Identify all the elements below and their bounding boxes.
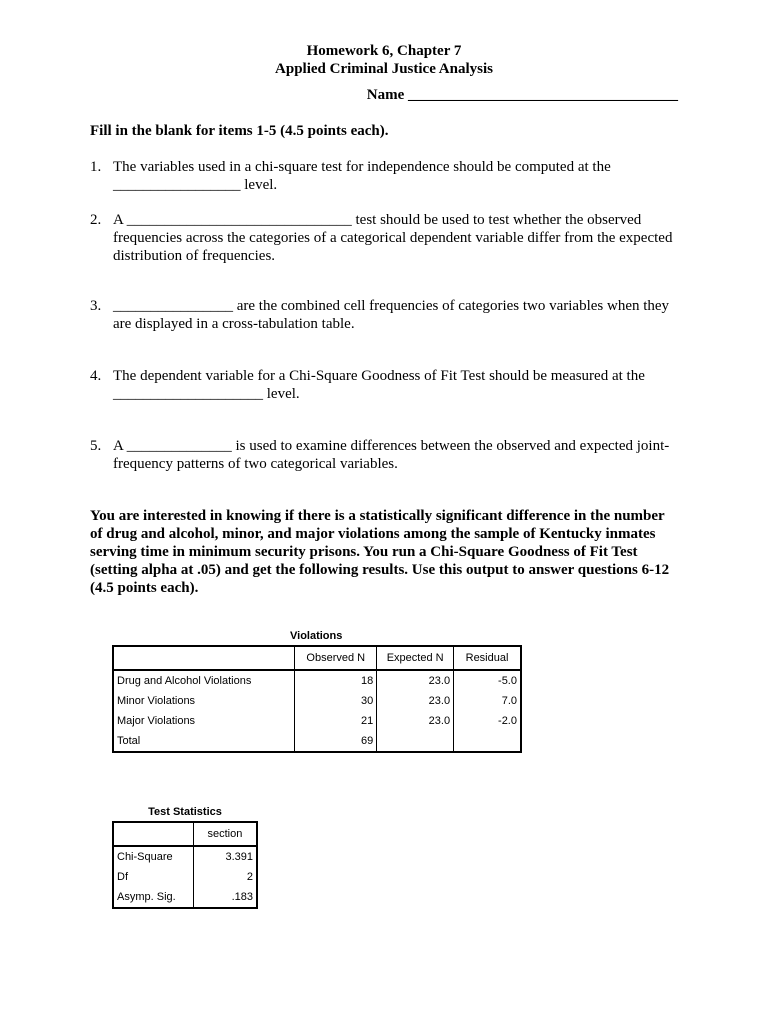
question-3	[90, 297, 678, 333]
expected-cell: 23.0	[377, 691, 454, 711]
residual-cell	[454, 731, 521, 752]
violations-table	[112, 645, 522, 753]
expected-cell	[377, 731, 454, 752]
homework-page	[90, 42, 678, 597]
row-label: Asymp. Sig.	[113, 887, 193, 908]
instructions: Fill in the blank for items 1-5 (4.5 points each).	[90, 123, 389, 139]
header-cell	[113, 646, 295, 670]
expected-cell: 23.0	[377, 670, 454, 691]
question-text: frequency patterns of two categorical variables.	[113, 456, 398, 472]
question-2	[90, 211, 678, 265]
observed-cell: 30	[295, 691, 377, 711]
row-label: Minor Violations	[113, 691, 295, 711]
residual-cell: 7.0	[501, 695, 517, 707]
question-text: A ______________________________ test should be used to test whether the observed	[113, 212, 642, 228]
question-text: ____________________ level.	[113, 386, 300, 402]
observed-cell: 18	[295, 670, 377, 691]
question-number: 4.	[90, 368, 102, 384]
question-text: The variables used in a chi-square test for independence should be computed at the	[113, 159, 611, 175]
test-stats-block	[112, 806, 258, 909]
question-text: distribution of frequencies.	[113, 248, 276, 264]
row-label: Major Violations	[113, 711, 295, 731]
row-label: Total	[113, 731, 295, 752]
test-stats-table	[112, 821, 258, 909]
value-cell: 2	[246, 871, 253, 883]
residual-cell: -5.0	[498, 675, 517, 687]
question-text: _________________ level.	[113, 177, 278, 193]
scenario-paragraph: You are interested in knowing if there is a statistically significant difference in the number of drug and alcohol, minor, and major violations among the sample of Kentucky inmates serving time in minimum security prisons. You run a Chi-Square Goodness of Fit Test (setting alpha at .05) and get the following results. Use this output to answer questions 6-12 (4.5 points each).	[90, 508, 670, 596]
question-5	[90, 437, 678, 473]
header-cell	[113, 822, 193, 846]
table-row	[113, 846, 257, 867]
table-row	[113, 711, 521, 731]
residual-cell: -2.0	[498, 715, 517, 727]
question-text: are displayed in a cross-tabulation table.	[113, 316, 355, 332]
header-cell: section	[193, 822, 257, 846]
question-text: A ______________ is used to examine differences between the observed and expected joint-	[113, 438, 670, 454]
violations-table-title: Violations	[290, 630, 343, 642]
table-header-row	[113, 646, 521, 670]
row-label: Df	[113, 867, 193, 887]
violations-table-block	[112, 630, 522, 753]
table-row	[113, 887, 257, 908]
observed-cell: 21	[295, 711, 377, 731]
table-header-row	[113, 822, 257, 846]
header-cell: Residual	[454, 646, 521, 670]
question-number: 3.	[90, 298, 102, 314]
question-4	[90, 367, 678, 403]
header-cell: Observed N	[295, 646, 377, 670]
observed-cell: 69	[295, 731, 377, 752]
table-row	[113, 867, 257, 887]
question-number: 2.	[90, 212, 102, 228]
row-label: Drug and Alcohol Violations	[113, 670, 295, 691]
expected-cell: 23.0	[377, 711, 454, 731]
table-row	[113, 691, 521, 711]
header-cell: Expected N	[377, 646, 454, 670]
question-1	[90, 158, 678, 194]
question-text: The dependent variable for a Chi-Square Goodness of Fit Test should be measured at the	[113, 368, 645, 384]
doc-title-line1: Homework 6, Chapter 7	[306, 43, 462, 59]
row-label: Chi-Square	[113, 846, 193, 867]
table-row	[113, 731, 521, 752]
question-number: 1.	[90, 159, 102, 175]
test-stats-title: Test Statistics	[148, 806, 222, 818]
name-field-label: Name ____________________________________	[366, 87, 678, 103]
question-text: ________________ are the combined cell frequencies of categories two variables when they	[113, 298, 670, 314]
value-cell: 3.391	[225, 851, 253, 863]
table-row	[113, 670, 521, 691]
question-text: frequencies across the categories of a categorical dependent variable differ from the expected	[113, 230, 673, 246]
question-number: 5.	[90, 438, 102, 454]
doc-title-line2: Applied Criminal Justice Analysis	[275, 61, 493, 77]
question-list	[90, 158, 678, 473]
value-cell: .183	[231, 891, 253, 903]
